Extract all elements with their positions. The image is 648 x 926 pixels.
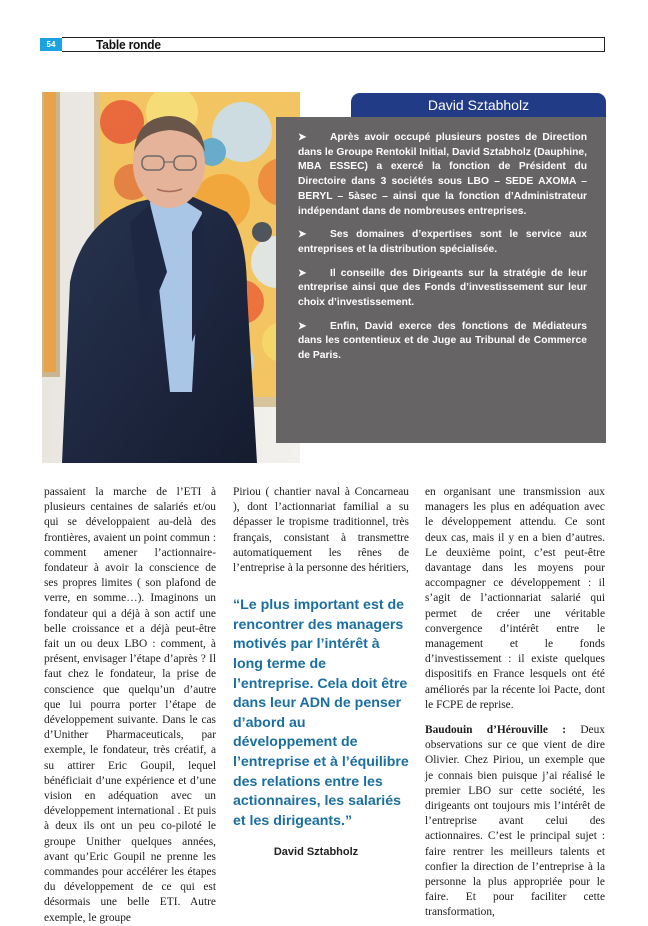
arrowhead-right-icon: ➤ [298, 229, 307, 241]
bio-box [276, 117, 606, 443]
bio-item [298, 228, 587, 257]
article-paragraph: en organisant une transmission aux managers les plus en adéquation avec le développement attendu. Ce sont deux cas, mais il y en a bien d’autres. Le deuxième point, c’est peut-être davantage dans les moyens pour accompagner ce développement : il s’agit de l’actionnariat salarié qui permet de créer une véritable convergence d’intérêt entre le management et le fonds d’investissement : il existe quelques dispositifs en France lesquels ont été améliorés par la récente loi Pacte, dont le FCPE de reprise. [425, 486, 605, 711]
bio-item-text: Ses domaines d’expertises sont le service aux entreprises et la distribution spécialisée. [298, 229, 587, 255]
arrowhead-right-icon: ➤ [298, 132, 307, 143]
article-column-1 [44, 485, 216, 926]
page-number-badge: 54 [40, 38, 62, 51]
bio-item-text: Après avoir occupé plusieurs postes de Direction dans le Groupe Rentokil Initial, David Sztabholz (Dauphine, MBA ESSEC) a exercé la fonction de Président du Directoire dans 3 sociétés sous LBO – SEDE AXOMA – BERYL – 5àsec – ainsi que la fonction d’Administrateur indépendant dans de nombreuses entreprises. [298, 132, 587, 217]
article-paragraph: Piriou ( chantier naval à Concarneau ), dont l’actionnariat familial a su dépasser le tropisme traditionnel, très français, consistant à transmettre automatiquement les rênes de l’entreprise à la personne des héritiers, [233, 486, 409, 575]
bio-item-text: Enfin, David exerce des fonctions de Médiateurs dans les contentieux et de Juge au Tribunal de Commerce de Paris. [298, 320, 587, 362]
pull-quote: “Le plus important est de rencontrer des managers motivés par l’intérêt à long terme de l’entreprise. Cela doit être dans leur ADN de penser d’abord au développement de l’entreprise et à l’équilibre des relations entre les actionnaires, les salariés et les dirigeants.” [233, 597, 409, 829]
article-column-3 [425, 485, 605, 921]
section-title: Table ronde [96, 37, 161, 52]
speaker-text: Deux observations sur ce que vient de dire Olivier. Chez Piriou, un exemple que je connais bien puisque j’ai réalisé le premier LBO sur cette société, les dirigeants ont toujours mis l’intérêt de l’entreprise avant celui des actionnaires. C’est le principal sujet : faire rentrer les meilleurs talents et confier la direction de l’entreprise à la personne la plus appropriée pour le faire. Et pour faciliter cette transformation, [425, 724, 605, 919]
bio-name-tab: David Sztabholz [351, 93, 606, 117]
bio-item-text: Il conseille des Dirigeants sur la stratégie de leur entreprise ainsi que des Fonds d’investissement sur leur choix d’investissement. [298, 267, 587, 309]
portrait-photo [42, 92, 300, 463]
bio-item [298, 131, 587, 219]
pull-quote-author: David Sztabholz [273, 846, 359, 859]
speaker-name: Baudouin d’Hérouville : [425, 724, 567, 737]
article-paragraph [425, 723, 605, 921]
article-column-2 [233, 485, 409, 861]
left-painting [44, 92, 56, 372]
article-paragraph: passaient la marche de l’ETI à plusieurs centaines de salariés et/ou qui se développaient au-delà des frontières, avaient un point commun : comment amener l’actionnaire-fondateur à avoir la conscience de ses propres limites ( son plafond de verre, en somme…). Imaginons un fondateur qui a déjà à son actif une belle croissance et a déjà peut-être fait un ou deux LBO : comment, à présent, envisager l’étape d’après ? Il faut chez le fondateur, la prise de conscience que quelqu’un d’autre que lui pourra porter l’étape de développement suivante. Dans le cas d’Unither Pharmaceuticals, par exemple, le fondateur, très créatif, a su attirer Eric Goupil, lequel bénéficiait d’une expérience et d’une vision en adéquation avec un développement international . Et puis à deux ils ont un peu co-piloté le groupe Unither quelques années, avant qu’Eric Goupil ne prenne les commandes pour accélérer les étapes du développement de ce qui est désormais une belle ETI. Autre exemple, le groupe [44, 486, 216, 924]
arrowhead-right-icon: ➤ [298, 320, 307, 332]
bio-item [298, 320, 587, 364]
arrowhead-right-icon: ➤ [298, 267, 307, 279]
page-header [40, 37, 605, 52]
portrait-illustration [42, 92, 300, 463]
section-title-box [62, 37, 605, 52]
bio-item [298, 267, 587, 311]
